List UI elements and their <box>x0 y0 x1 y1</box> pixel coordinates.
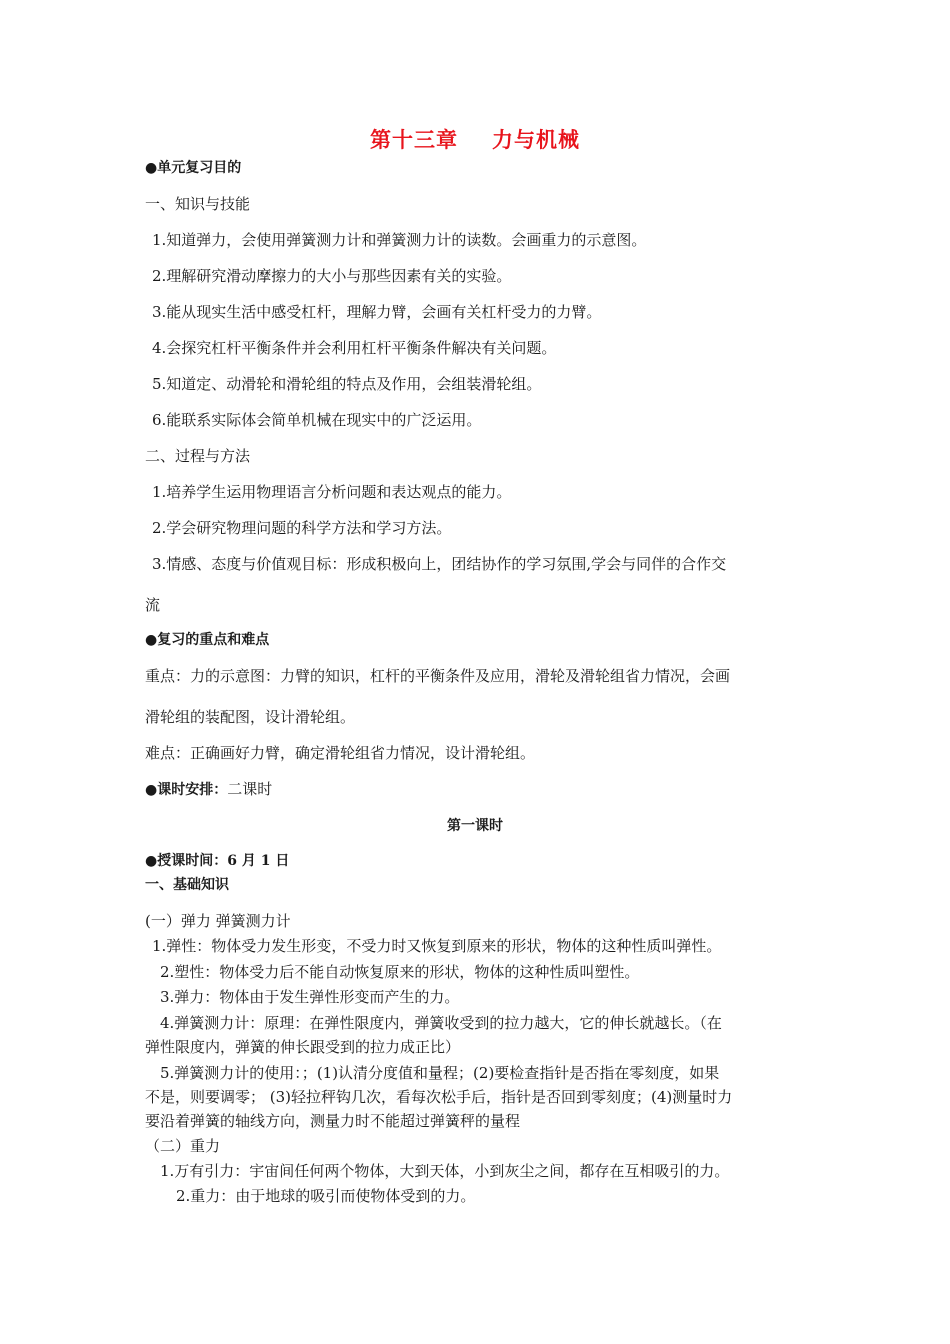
gravity-line: 1.万有引力：宇宙间任何两个物体，大到天体，小到灰尘之间，都存在互相吸引的力。 <box>160 1162 730 1180</box>
elastic-line: 不是，则要调零； (3)轻拉秤钩几次，看每次松手后，指针是否回到零刻度；(4)测量时力 <box>145 1088 733 1106</box>
elastic-line: 5.弹簧测力计的使用：；(1)认清分度值和量程；(2)要检查指针是否指在零刻度，如果 <box>160 1064 720 1082</box>
knowledge-item: 6.能联系实际体会简单机械在现实中的广泛运用。 <box>152 411 482 429</box>
knowledge-item: 1.知道弹力，会使用弹簧测力计和弹簧测力计的读数。会画重力的示意图。 <box>152 231 647 249</box>
process-item: 2.学会研究物理问题的科学方法和学习方法。 <box>152 519 452 537</box>
process-item-continuation: 流 <box>145 596 161 614</box>
difficulty-line: 难点：正确画好力臂，确定滑轮组省力情况，设计滑轮组。 <box>145 744 536 762</box>
schedule-label: ●课时安排： <box>145 782 228 798</box>
key-points-line: 重点：力的示意图：力臂的知识，杠杆的平衡条件及应用，滑轮及滑轮组省力情况，会画 <box>145 667 731 685</box>
elastic-line: 4.弹簧测力计：原理：在弹性限度内，弹簧收受到的拉力越大，它的伸长就越长。（在 <box>160 1014 722 1032</box>
schedule-value: 二课时 <box>227 780 273 798</box>
knowledge-item: 2.理解研究滑动摩擦力的大小与那些因素有关的实验。 <box>152 267 512 285</box>
process-item: 1.培养学生运用物理语言分析问题和表达观点的能力。 <box>152 483 512 501</box>
elastic-line: 要沿着弹簧的轴线方向，测量力时不能超过弹簧秤的量程 <box>145 1112 521 1130</box>
elastic-heading: (一）弹力 弹簧测力计 <box>145 912 291 930</box>
gravity-heading: （二）重力 <box>145 1137 221 1155</box>
chapter-title <box>0 124 950 154</box>
key-points-line: 滑轮组的装配图，设计滑轮组。 <box>145 708 356 726</box>
schedule-line <box>145 779 272 800</box>
process-item: 3.情感、态度与价值观目标：形成积极向上，团结协作的学习氛围,学会与同伴的合作交 <box>152 555 727 573</box>
lesson-time: ●授课时间：6 月 1 日 <box>145 853 290 869</box>
knowledge-heading: 一、知识与技能 <box>145 195 251 213</box>
gravity-line: 2.重力：由于地球的吸引而使物体受到的力。 <box>176 1187 476 1205</box>
basics-heading: 一、基础知识 <box>145 877 229 893</box>
elastic-line: 2.塑性：物体受力后不能自动恢复原来的形状，物体的这种性质叫塑性。 <box>160 963 640 981</box>
objectives-heading: ●单元复习目的 <box>145 160 242 176</box>
process-heading: 二、过程与方法 <box>145 447 251 465</box>
knowledge-item: 3.能从现实生活中感受杠杆，理解力臂，会画有关杠杆受力的力臂。 <box>152 303 602 321</box>
lesson-heading: 第一课时 <box>447 818 503 834</box>
elastic-line: 1.弹性：物体受力发生形变，不受力时又恢复到原来的形状，物体的这种性质叫弹性。 <box>152 937 722 955</box>
knowledge-item: 5.知道定、动滑轮和滑轮组的特点及作用，会组装滑轮组。 <box>152 375 542 393</box>
knowledge-item: 4.会探究杠杆平衡条件并会利用杠杆平衡条件解决有关问题。 <box>152 339 557 357</box>
elastic-line: 弹性限度内，弹簧的伸长跟受到的拉力成正比） <box>145 1038 461 1056</box>
focus-heading: ●复习的重点和难点 <box>145 632 270 648</box>
chapter-name: 力与机械 <box>492 127 580 152</box>
chapter-number: 第十三章 <box>370 127 458 152</box>
elastic-line: 3.弹力：物体由于发生弹性形变而产生的力。 <box>160 988 460 1006</box>
